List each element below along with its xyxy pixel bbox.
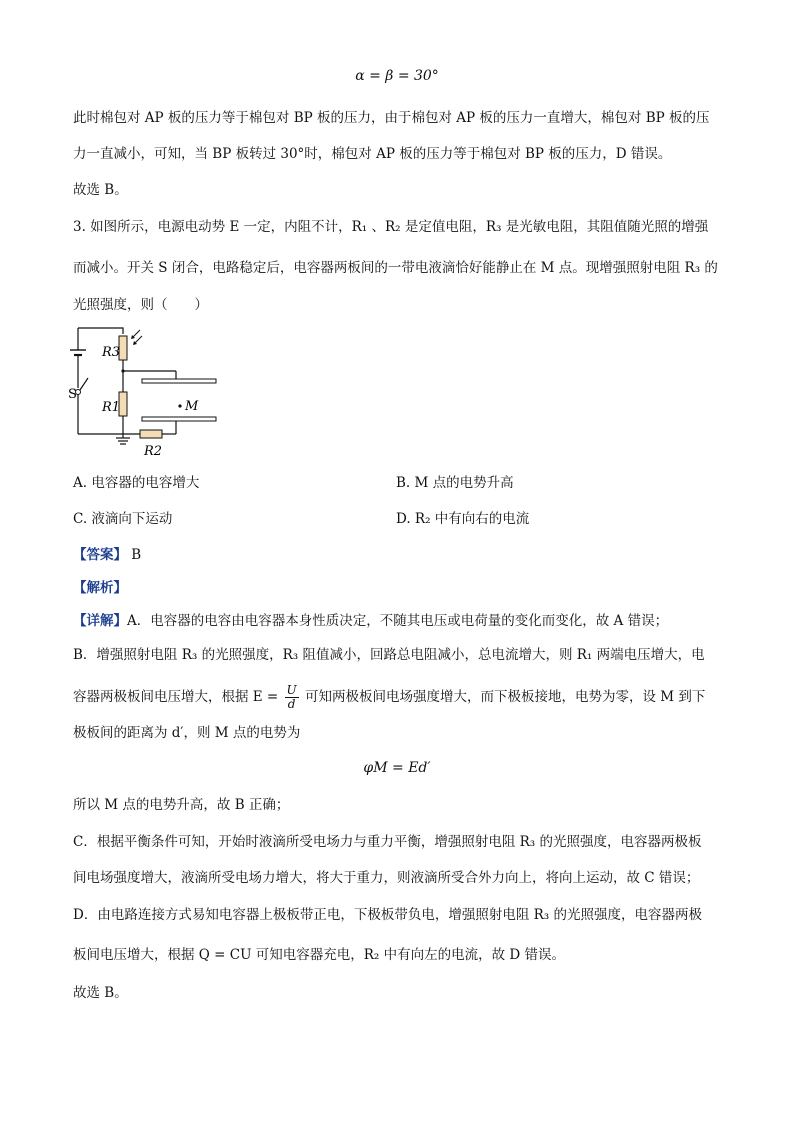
switch-lever bbox=[80, 378, 88, 390]
capacitor-lower-plate bbox=[142, 417, 216, 421]
detail-line-b3: 极板间的距离为 d′，则 M 点的电势为 bbox=[73, 725, 301, 741]
choice-statement-1: 故选 B。 bbox=[73, 182, 128, 198]
detail-line-a bbox=[73, 611, 668, 631]
option-d[interactable]: D. R₂ 中有向右的电流 bbox=[396, 511, 530, 527]
detail-line-d1: D．由电路连接方式易知电容器上极板带正电，下极板带负电，增强照射电阻 R₃ 的光照强度，电容器两极 bbox=[73, 907, 702, 923]
label-switch: S bbox=[68, 387, 77, 402]
detail-line-c1: C．根据平衡条件可知，开始时液滴所受电场力与重力平衡，增强照射电阻 R₃ 的光照强度，电容器两极板 bbox=[73, 834, 702, 850]
detail-line-b1: B．增强照射电阻 R₃ 的光照强度，R₃ 阻值减小，回路总电阻减小，总电流增大，则 R₁ 两端电压增大，电 bbox=[73, 647, 705, 663]
capacitor-upper-plate bbox=[142, 379, 216, 383]
resistor-r1 bbox=[119, 392, 127, 416]
point-m bbox=[178, 404, 181, 407]
label-r3: R3 bbox=[102, 345, 121, 360]
detail-b2-pre: 容器两极板间电压增大，根据 E = bbox=[73, 689, 279, 705]
circuit-diagram bbox=[68, 322, 228, 462]
formula-phi-m: φM = Ed′ bbox=[363, 760, 431, 776]
para-line-1: 此时棉包对 AP 板的压力等于棉包对 BP 板的压力，由于棉包对 AP 板的压力一直增大，棉包对 BP 板的压 bbox=[73, 110, 710, 126]
choice-statement-2: 故选 B。 bbox=[73, 985, 128, 1001]
option-c[interactable]: C. 液滴向下运动 bbox=[73, 511, 173, 527]
question-line-1: 3. 如图所示，电源电动势 E 一定，内阻不计，R₁ 、R₂ 是定值电阻，R₃ 是光敏电阻，其阻值随光照的增强 bbox=[73, 219, 709, 235]
wire-top bbox=[78, 328, 123, 334]
fraction-u-over-d bbox=[285, 684, 299, 711]
option-b[interactable]: B. M 点的电势升高 bbox=[396, 475, 514, 491]
fraction-numerator: U bbox=[286, 683, 297, 697]
answer-line bbox=[73, 545, 141, 565]
formula-alpha-beta: α = β = 30° bbox=[355, 68, 439, 84]
detail-tag: 【详解】 bbox=[73, 613, 127, 629]
fraction-denominator: d bbox=[287, 697, 296, 711]
answer-tag: 【答案】 bbox=[73, 547, 127, 563]
detail-b2-post: 可知两极板间电场强度增大，而下极板接地，电势为零，设 M 到下 bbox=[304, 689, 706, 705]
label-r2: R2 bbox=[144, 444, 163, 459]
analysis-tag: 【解析】 bbox=[73, 580, 127, 596]
para-line-2: 力一直减小，可知，当 BP 板转过 30°时，棉包对 AP 板的压力等于棉包对 BP 板的压力，D 错误。 bbox=[73, 146, 672, 162]
label-r1: R1 bbox=[102, 400, 121, 415]
resistor-r2 bbox=[140, 430, 162, 438]
detail-line-b4: 所以 M 点的电势升高，故 B 正确； bbox=[73, 797, 290, 813]
analysis-line bbox=[73, 578, 127, 598]
question-line-3: 光照强度，则（ ） bbox=[73, 297, 208, 313]
label-m: M bbox=[185, 399, 199, 414]
question-line-2: 而减小。开关 S 闭合，电路稳定后，电容器两板间的一带电液滴恰好能静止在 M 点。现增强照射电阻 R₃ 的 bbox=[73, 260, 718, 276]
detail-line-c2: 间电场强度增大，液滴所受电场力增大，将大于重力，则液滴所受合外力向上，将向上运动，故 C 错误； bbox=[73, 870, 700, 886]
photoresistor-r3 bbox=[119, 336, 127, 360]
detail-a-text: A．电容器的电容由电容器本身性质决定，不随其电压或电荷量的变化而变化，故 A 错误； bbox=[127, 613, 669, 629]
detail-line-d2: 板间电压增大，根据 Q = CU 可知电容器充电，R₂ 中有向左的电流，故 D 错误。 bbox=[73, 947, 566, 963]
answer-value: B bbox=[131, 547, 142, 563]
option-a[interactable]: A. 电容器的电容增大 bbox=[73, 475, 200, 491]
detail-line-b2 bbox=[73, 684, 705, 711]
